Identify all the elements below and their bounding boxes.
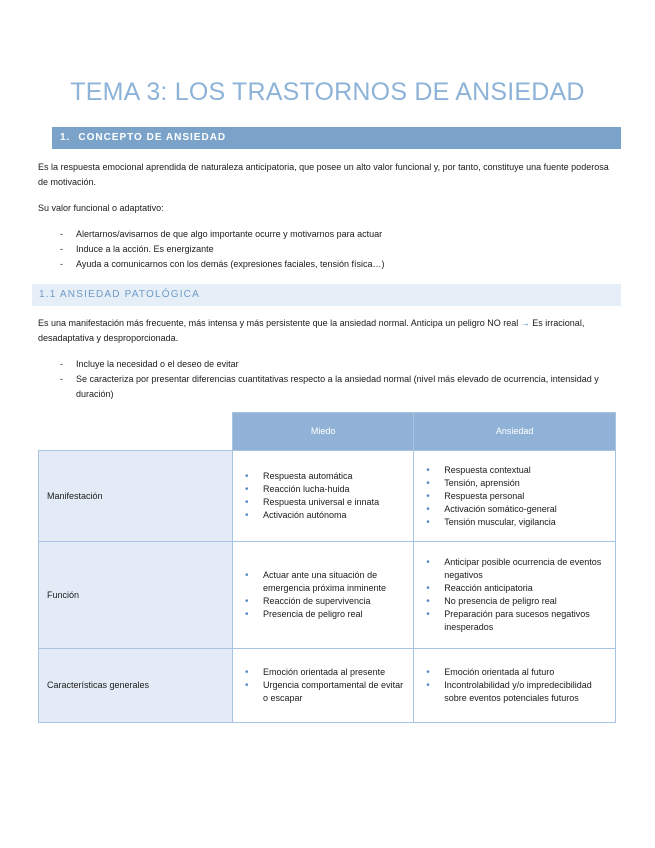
pathological-definition: [38, 316, 610, 346]
row-label: Características generales: [39, 649, 233, 723]
table-corner-cell: [39, 413, 233, 451]
pathological-text-a: Es una manifestación más frecuente, más intensa y más persistente que la ansiedad normal. Anticipa un peligro NO real: [38, 318, 519, 328]
list-item: • Activación somático-general: [424, 503, 607, 516]
miedo-cell: [233, 451, 414, 542]
miedo-cell: [233, 542, 414, 649]
table-row: [39, 542, 616, 649]
list-item: • Tensión, aprensión: [424, 477, 607, 490]
concept-definition: Es la respuesta emocional aprendida de naturaleza anticipatoria, que posee un alto valor funcional y, por tanto, constituye una fuente poderosa de motivación.: [38, 162, 609, 187]
list-item: • Reacción de supervivencia: [243, 595, 405, 608]
list-item: • Reacción anticipatoria: [424, 582, 607, 595]
list-item: • Activación autónoma: [243, 509, 405, 522]
list-item: • Emoción orientada al futuro: [424, 666, 607, 679]
list-item: • Urgencia comportamental de evitar o escapar: [243, 679, 405, 705]
pathological-list: [60, 357, 605, 402]
list-item: • Presencia de peligro real: [243, 608, 405, 621]
list-item: - Alertarnos/avisarnos de que algo importante ocurre y motivarnos para actuar: [60, 227, 605, 242]
row-label: Función: [39, 542, 233, 649]
functional-value-label: Su valor funcional o adaptativo:: [38, 203, 164, 213]
arrow-right-icon: →: [520, 318, 530, 328]
miedo-cell: [233, 649, 414, 723]
comparison-table: [38, 412, 616, 723]
list-item: - Induce a la acción. Es energizante: [60, 242, 605, 257]
list-item: • Emoción orientada al presente: [243, 666, 405, 679]
column-header-miedo: Miedo: [233, 413, 414, 451]
list-item: • No presencia de peligro real: [424, 595, 607, 608]
list-item: • Actuar ante una situación de emergencia próxima inminente: [243, 569, 405, 595]
table-row: [39, 451, 616, 542]
functional-value-list: [60, 227, 605, 272]
subsection-heading-patologica: 1.1 ANSIEDAD PATOLÓGICA: [32, 284, 621, 306]
section-heading-concepto: [52, 127, 621, 149]
ansiedad-cell: [414, 451, 616, 542]
table-row: [39, 649, 616, 723]
row-label: Manifestación: [39, 451, 233, 542]
section-heading-text: CONCEPTO DE ANSIEDAD: [78, 132, 227, 143]
list-item: • Respuesta contextual: [424, 464, 607, 477]
list-item: • Incontrolabilidad y/o impredecibilidad sobre eventos potenciales futuros: [424, 679, 607, 705]
pathological-text-b: Es irracional, desadaptativa y desproporcionada.: [38, 318, 585, 343]
ansiedad-cell: [414, 649, 616, 723]
list-item: • Respuesta universal e innata: [243, 496, 405, 509]
list-item: • Respuesta personal: [424, 490, 607, 503]
column-header-ansiedad: Ansiedad: [414, 413, 616, 451]
page-title: TEMA 3: LOS TRASTORNOS DE ANSIEDAD: [70, 78, 585, 106]
ansiedad-cell: [414, 542, 616, 649]
list-item: • Tensión muscular, vigilancia: [424, 516, 607, 529]
list-item: • Preparación para sucesos negativos inesperados: [424, 608, 607, 634]
list-item: - Ayuda a comunicarnos con los demás (expresiones faciales, tensión física…): [60, 257, 605, 272]
list-item: - Incluye la necesidad o el deseo de evitar: [60, 357, 605, 372]
list-item: - Se caracteriza por presentar diferencias cuantitativas respecto a la ansiedad normal (nivel más elevado de ocurrencia, intensidad y duración): [60, 372, 605, 402]
list-item: • Anticipar posible ocurrencia de eventos negativos: [424, 556, 607, 582]
table-header-row: [39, 413, 616, 451]
list-item: • Respuesta automática: [243, 470, 405, 483]
list-item: • Reacción lucha-huida: [243, 483, 405, 496]
section-number: 1.: [60, 132, 71, 143]
